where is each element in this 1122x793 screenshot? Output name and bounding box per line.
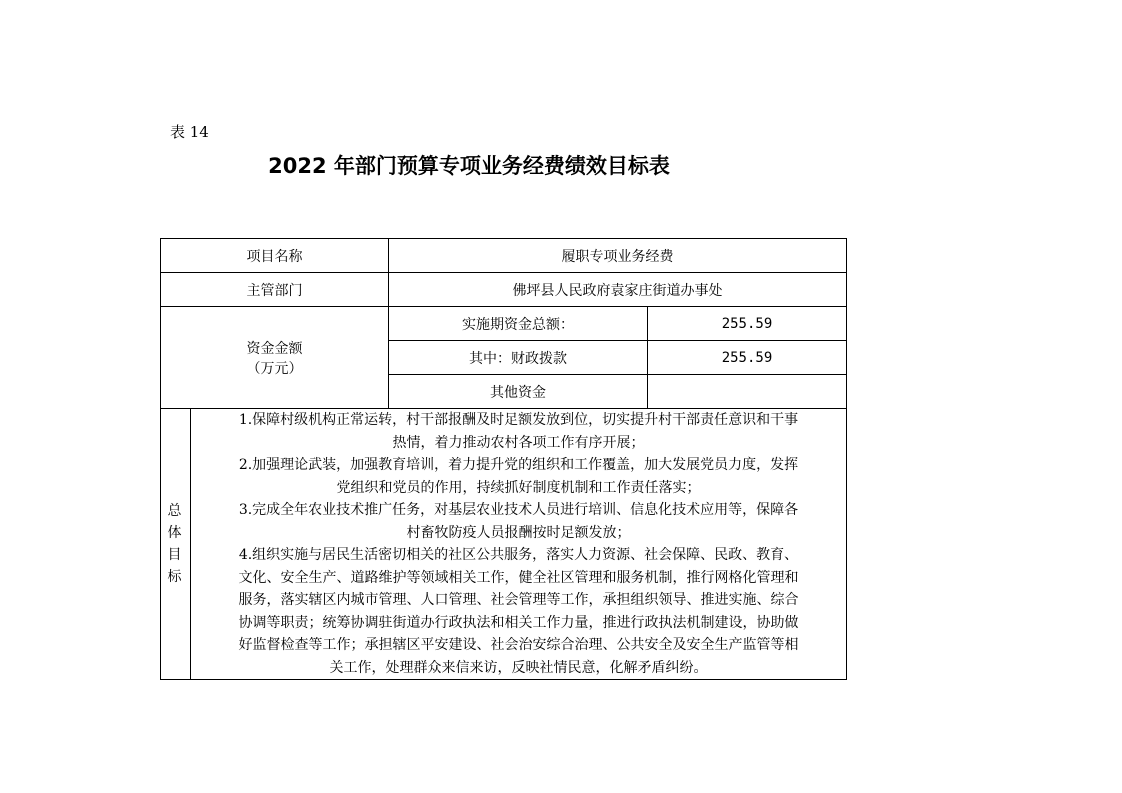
project-name-row — [161, 239, 847, 273]
goal-text-line: 2.加强理论武装，加强教育培训，着力提升党的组织和工作覆盖，加大发展党员力度，发挥 — [238, 457, 799, 473]
goal-text-line: 好监督检查等工作；承担辖区平安建设、社会治安综合治理、公共安全及安全生产监管等相 — [238, 637, 799, 653]
fund-total-value: 255.59 — [648, 307, 847, 341]
goal-text-line: 村畜牧防疫人员报酬按时足额发放； — [406, 524, 631, 541]
goal-text-line: 服务，落实辖区内城市管理、人口管理、社会管理等工作，承担组织领导、推进实施、综合 — [238, 592, 799, 608]
project-name-label: 项目名称 — [161, 239, 389, 273]
overall-goal-text — [191, 409, 847, 680]
fund-amount-label — [161, 307, 389, 409]
goal-text-line: 3.完成全年农业技术推广任务，对基层农业技术人员进行培训、信息化技术应用等，保障各 — [238, 502, 799, 518]
overall-goal-label-char: 目 — [167, 547, 184, 563]
goal-text-line: 党组织和党员的作用，持续抓好制度机制和工作责任落实； — [336, 479, 701, 496]
overall-goal-label — [161, 409, 191, 680]
fund-other-value — [648, 375, 847, 409]
fund-total-row — [161, 307, 847, 341]
table-number-label: 表 14 — [170, 123, 209, 141]
department-label: 主管部门 — [161, 273, 389, 307]
department-row — [161, 273, 847, 307]
project-name-value: 履职专项业务经费 — [389, 239, 847, 273]
performance-goal-table — [160, 238, 847, 680]
fund-fiscal-value: 255.59 — [648, 341, 847, 375]
overall-goal-label-char: 总 — [167, 503, 184, 519]
goal-text-line: 文化、安全生产、道路维护等领域相关工作，健全社区管理和服务机制，推行网格化管理和 — [238, 569, 799, 586]
goal-text-line: 4.组织实施与居民生活密切相关的社区公共服务，落实人力资源、社会保障、民政、教育、 — [238, 547, 799, 563]
goal-text-line: 1.保障村级机构正常运转，村干部报酬及时足额发放到位，切实提升村干部责任意识和干事 — [238, 412, 799, 428]
goal-text-line: 关工作，处理群众来信来访，反映社情民意，化解矛盾纠纷。 — [329, 659, 708, 676]
fund-total-label: 实施期资金总额： — [389, 307, 648, 341]
department-value: 佛坪县人民政府袁家庄街道办事处 — [389, 273, 847, 307]
fund-other-label: 其他资金 — [389, 375, 648, 409]
overall-goal-label-char: 体 — [167, 525, 184, 541]
fund-amount-label-line2: （万元） — [246, 360, 303, 377]
overall-goal-row — [161, 409, 847, 680]
goal-text-line: 热情，着力推动农村各项工作有序开展； — [392, 434, 645, 451]
goal-text-line: 协调等职责；统筹协调驻街道办行政执法和相关工作力量，推进行政执法机制建设，协助做 — [238, 614, 799, 631]
fund-amount-label-line1: 资金金额 — [246, 340, 303, 357]
document-title: 2022 年部门预算专项业务经费绩效目标表 — [268, 154, 670, 178]
fund-fiscal-label: 其中：财政拨款 — [389, 341, 648, 375]
overall-goal-label-char: 标 — [167, 569, 184, 585]
